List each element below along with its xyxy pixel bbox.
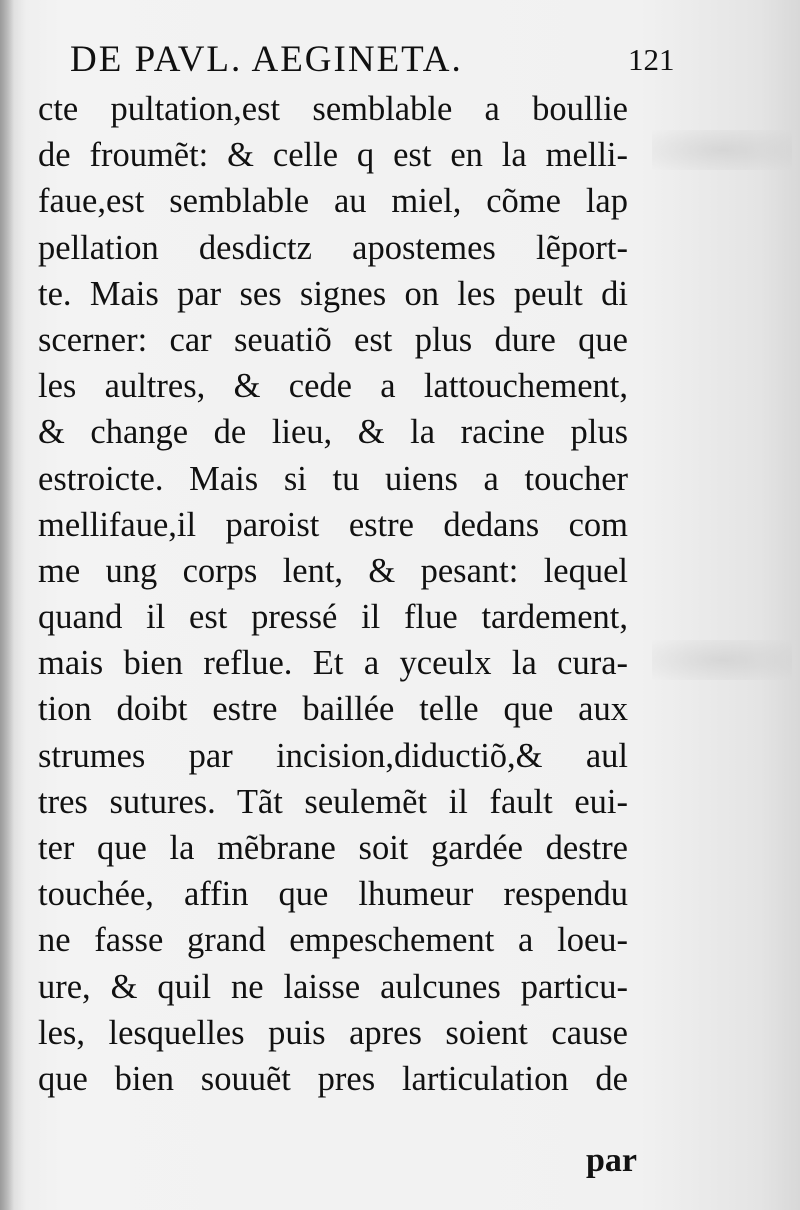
text-line: quand il est pressé il flue tardement, [38,598,628,637]
text-line: les aultres, & cede a lattouchement, [38,367,628,406]
text-line: mais bien reflue. Et a yceulx la cura- [38,644,628,683]
text-line: pellation desdictz apostemes lẽport- [38,228,628,267]
ink-bleed-middle [652,640,792,680]
text-line: ne fasse grand empeschement a loeu- [38,921,628,960]
text-line: que bien souuẽt pres larticulation de [38,1059,628,1098]
text-line: ure, & quil ne laisse aulcunes particu- [38,967,628,1006]
text-line: de froumẽt: & celle q est en la melli- [38,136,628,175]
text-line: mellifaue,il paroist estre dedans com [38,505,628,544]
text-line: les, lesquelles puis apres soient cause [38,1013,628,1052]
text-line: touchée, affin que lhumeur respendu [38,875,628,914]
text-line: strumes par incision,diductiõ,& aul [38,736,628,775]
running-head-title: DE PAVL. AEGINETA. [70,39,463,80]
ink-bleed-top [652,130,792,170]
running-head [38,28,675,84]
text-line: estroicte. Mais si tu uiens a toucher [38,459,628,498]
text-line: scerner: car seuatiõ est plus dure que [38,320,628,359]
text-line: tres sutures. Tãt seulemẽt il fault eui- [38,782,628,821]
text-line: faue,est semblable au miel, cõme lap [38,182,628,221]
text-line: me ung corps lent, & pesant: lequel [38,551,628,590]
text-line: cte pultation,est semblable a boullie [38,90,628,128]
body-text [38,86,658,1102]
page-number: 121 [628,42,675,77]
catchword: par [586,1142,637,1179]
text-line: ter que la mẽbrane soit gardée destre [38,829,628,867]
text-line: tion doibt estre baillée telle que aux [38,690,628,729]
book-page [38,28,675,1179]
text-line: & change de lieu, & la racine plus [38,413,628,452]
text-line: te. Mais par ses signes on les peult di [38,274,628,313]
binding-shadow [0,0,14,1210]
